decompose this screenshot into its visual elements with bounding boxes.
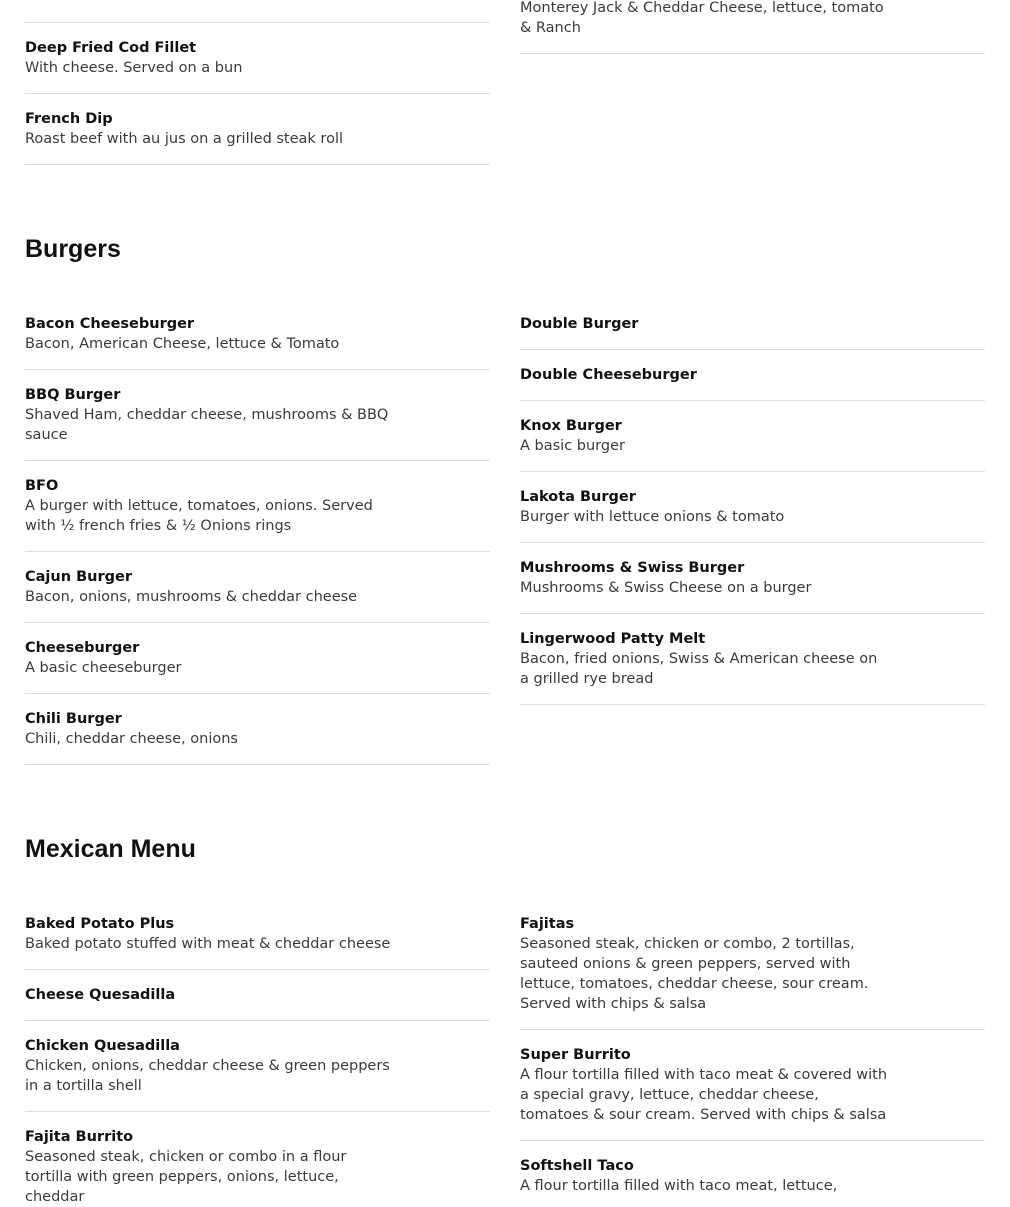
item-description: Burger with lettuce onions & tomato: [520, 509, 785, 525]
menu-item: [520, 543, 985, 614]
menu-item: [520, 899, 985, 1030]
item-description: Seasoned steak, chicken or combo in a flour tortilla with green peppers, onions, lettuce, cheddar: [25, 1149, 347, 1205]
menu-item: [25, 552, 490, 623]
menu-item: [25, 0, 490, 23]
item-name: Fajita Burrito: [25, 1129, 134, 1145]
item-name: Double Cheeseburger: [520, 367, 697, 383]
menu-item: [520, 299, 985, 350]
item-name: Baked Potato Plus: [25, 916, 175, 932]
menu-item: [520, 614, 985, 705]
item-name: French Dip: [25, 111, 113, 127]
item-description: Chicken, onions, cheddar cheese & green peppers in a tortilla shell: [25, 1058, 390, 1094]
menu-item: [520, 1141, 985, 1194]
item-description: Baked potato stuffed with meat & cheddar cheese: [25, 936, 391, 952]
item-name: Knox Burger: [520, 418, 622, 434]
item-description: Chili, cheddar cheese, onions: [25, 731, 238, 747]
item-name: BFO: [25, 478, 59, 494]
item-name: Deep Fried Cod Fillet: [25, 40, 197, 56]
menu-item: [25, 370, 490, 461]
section-title-burgers: Burgers: [25, 235, 121, 263]
item-name: Lakota Burger: [520, 489, 636, 505]
menu-item: [520, 0, 985, 54]
menu-item: [25, 1021, 490, 1112]
item-name: Bacon Cheeseburger: [25, 316, 195, 332]
menu-item: [25, 94, 490, 165]
item-description: Mushrooms & Swiss Cheese on a burger: [520, 580, 812, 596]
item-description: Monterey Jack & Cheddar Cheese, lettuce, tomato & Ranch: [520, 0, 884, 36]
item-name: Double Burger: [520, 316, 639, 332]
menu-item: [520, 1030, 985, 1141]
item-name: Cajun Burger: [25, 569, 132, 585]
menu-item: [25, 970, 490, 1021]
menu-item: [25, 899, 490, 970]
item-description: Shaved Ham, cheddar cheese, mushrooms & BBQ sauce: [25, 407, 389, 443]
section-title-mexican-menu: Mexican Menu: [25, 835, 196, 863]
item-name: Cheeseburger: [25, 640, 140, 656]
menu-item: [25, 461, 490, 552]
item-description: With cheese. Served on a bun: [25, 60, 243, 76]
menu-item: [25, 694, 490, 765]
item-name: Chili Burger: [25, 711, 122, 727]
item-name: Fajitas: [520, 916, 575, 932]
item-description: Bacon, onions, mushrooms & cheddar cheese: [25, 589, 358, 605]
item-description: A basic burger: [520, 438, 625, 454]
menu-item: [25, 623, 490, 694]
menu-item: [520, 401, 985, 472]
item-name: Cheese Quesadilla: [25, 987, 176, 1003]
item-description: Seasoned steak, chicken or combo, 2 tortillas, sauteed onions & green peppers, served with lettuce, tomatoes, cheddar cheese, sour cream. Served with chips & salsa: [520, 936, 869, 1012]
menu-item: [520, 350, 985, 401]
item-description: A burger with lettuce, tomatoes, onions. Served with ½ french fries & ½ Onions rings: [25, 498, 373, 534]
item-description: Bacon, American Cheese, lettuce & Tomato: [25, 336, 340, 352]
item-name: Lingerwood Patty Melt: [520, 631, 706, 647]
item-name: BBQ Burger: [25, 387, 121, 403]
item-name: Super Burrito: [520, 1047, 631, 1063]
menu-item: [520, 472, 985, 543]
item-name: Mushrooms & Swiss Burger: [520, 560, 745, 576]
item-description: A flour tortilla filled with taco meat, lettuce,: [520, 1178, 838, 1194]
item-description: Bacon, fried onions, Swiss & American cheese on a grilled rye bread: [520, 651, 878, 687]
item-description: A flour tortilla filled with taco meat & covered with a special gravy, lettuce, cheddar cheese, tomatoes & sour cream. Served with chips & salsa: [520, 1067, 888, 1123]
item-description: A basic cheeseburger: [25, 660, 182, 676]
item-name: Softshell Taco: [520, 1158, 634, 1174]
menu-item: [25, 299, 490, 370]
menu-item: [25, 1112, 490, 1205]
item-description: Roast beef with au jus on a grilled steak roll: [25, 131, 344, 147]
item-name: Chicken Quesadilla: [25, 1038, 180, 1054]
menu-item: [25, 23, 490, 94]
